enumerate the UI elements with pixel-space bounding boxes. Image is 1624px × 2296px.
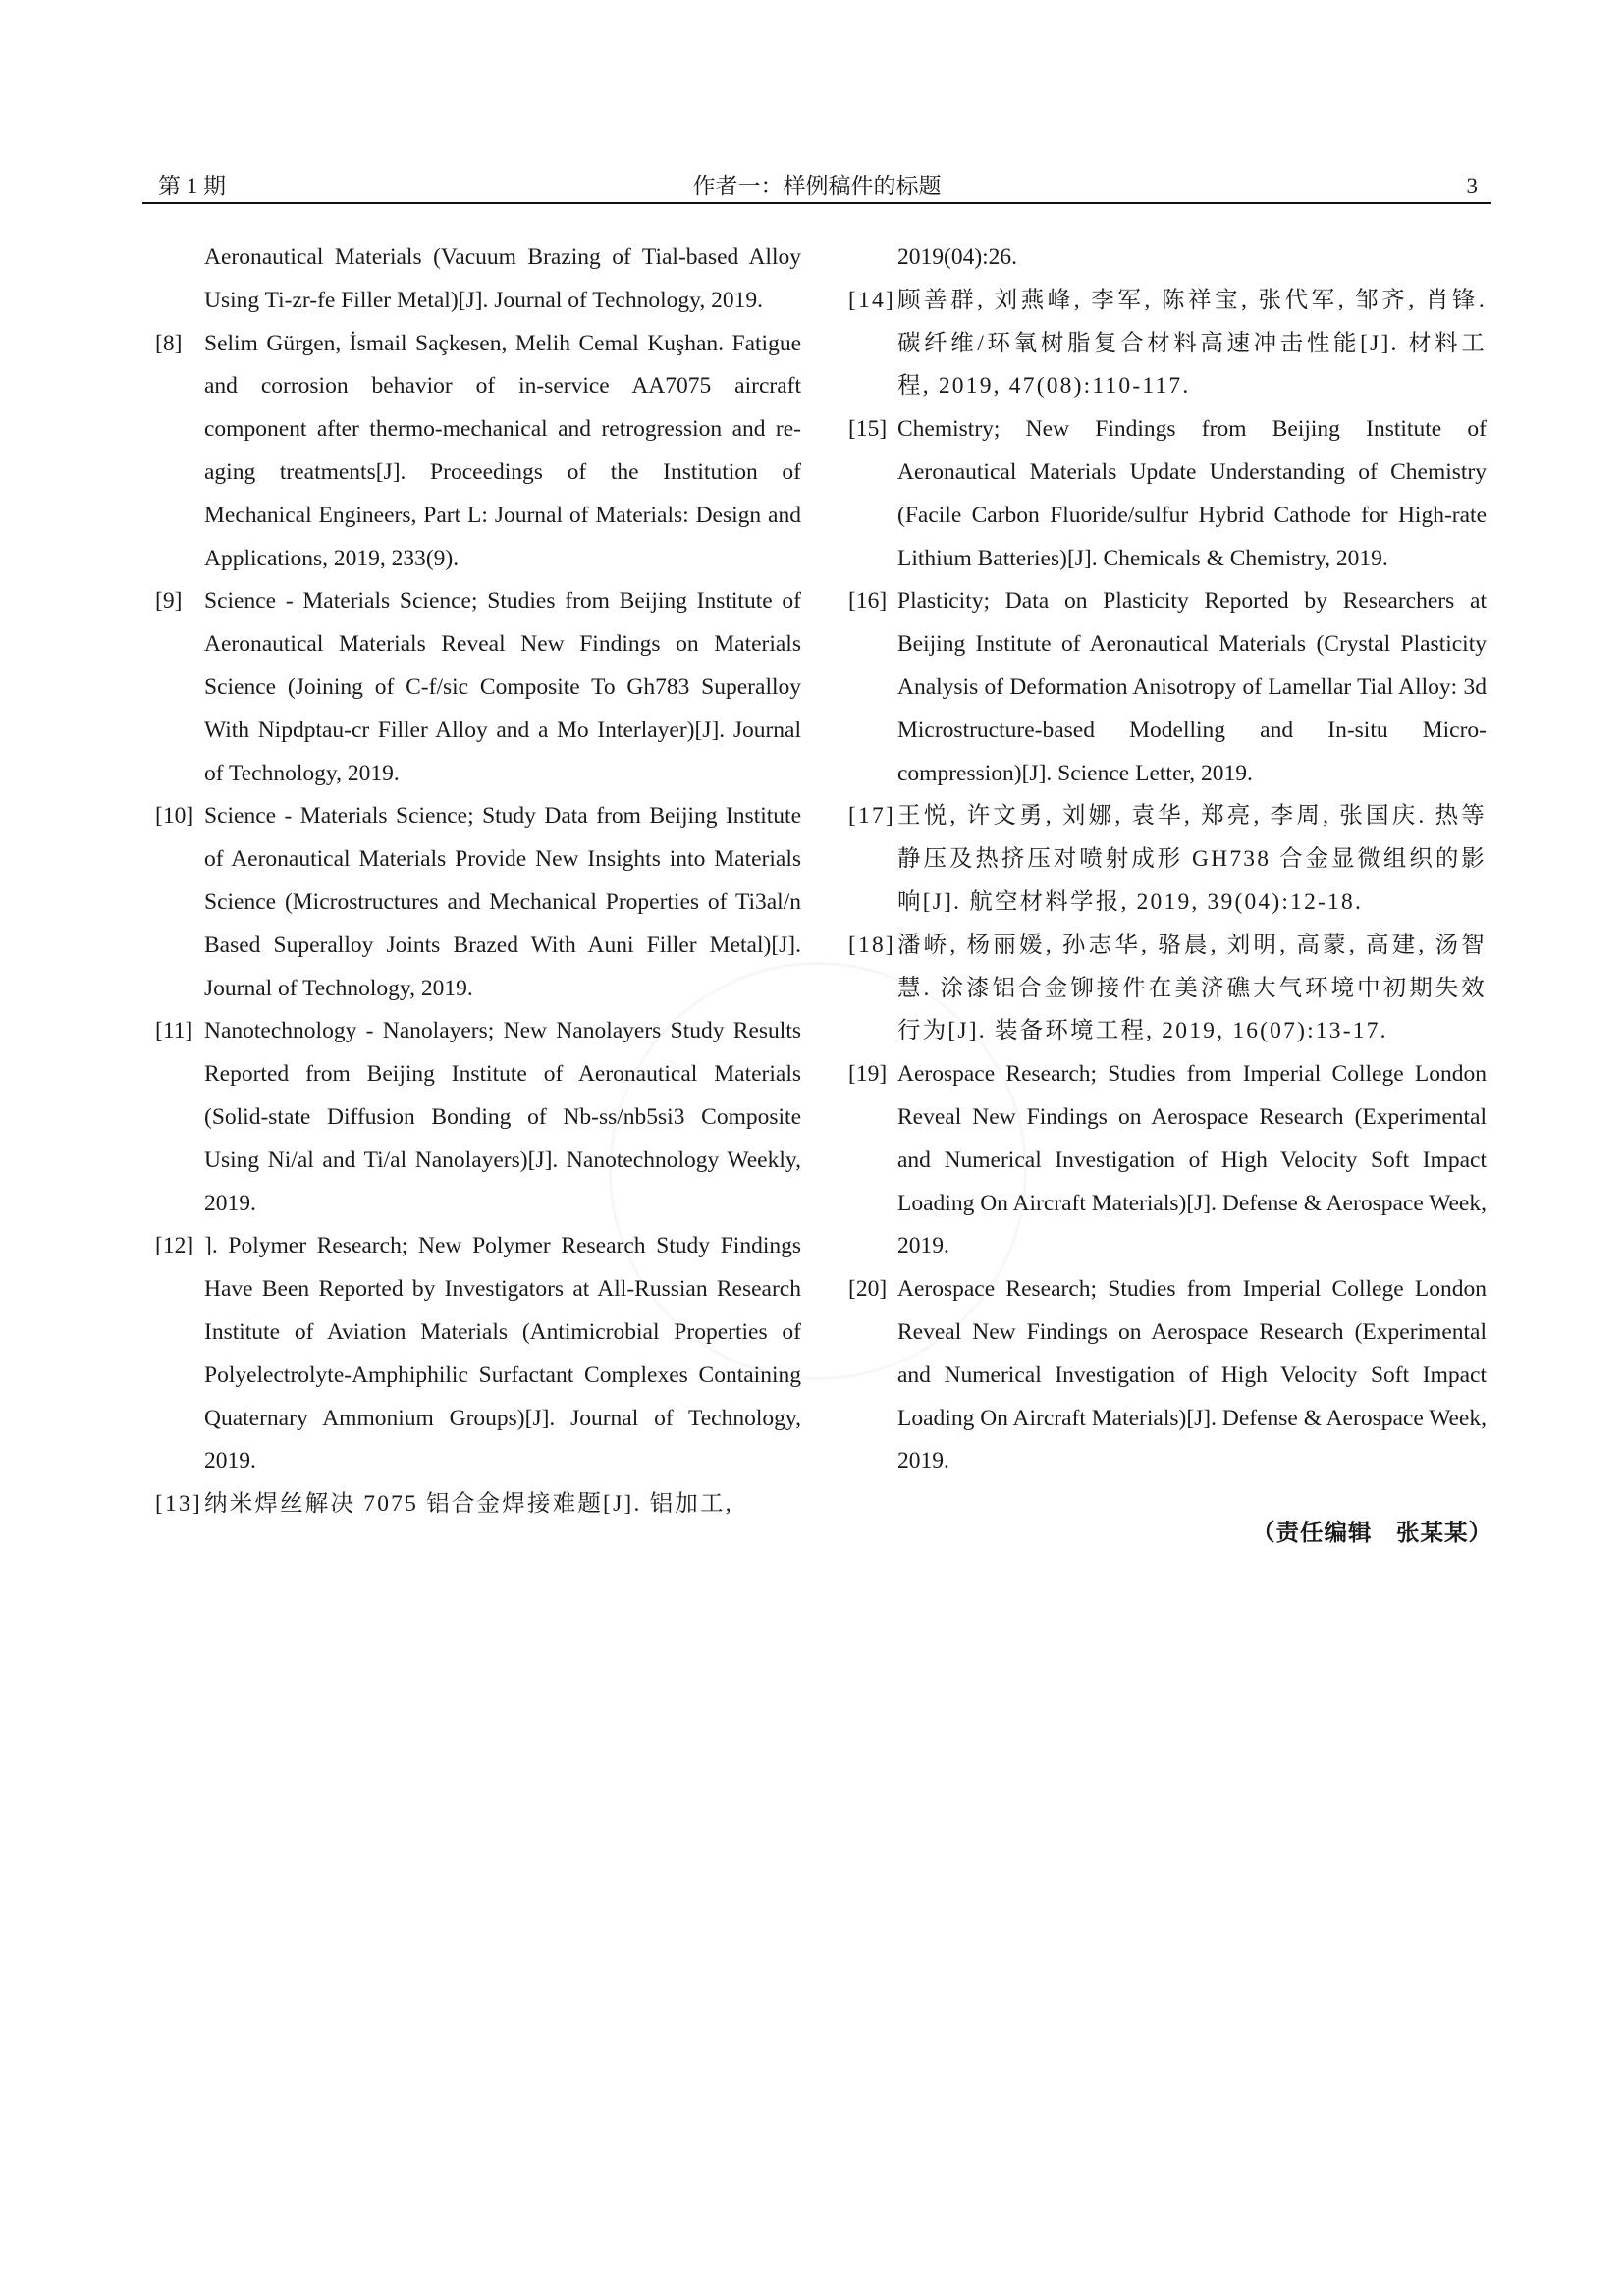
reference-13 [155,1483,801,1526]
reference-number: [20] [848,1276,888,1303]
reference-continuation: 2019(04):26. [897,244,1018,270]
reference-11 [155,1010,801,1225]
reference-text: 顾善群, 刘燕峰, 李军, 陈祥宝, 张代军, 邹齐, 肖锋. 碳纤维/环氧树脂复合材料高速冲击性能[J]. 材料工程, 2019, 47(08):110-117. [897,287,1487,400]
reference-text: Chemistry; New Findings from Beijing Institute of Aeronautical Materials Update Understanding of Chemistry (Facile Carbon Fluoride/sulfur Hybrid Cathode for High-rate Lithium Batteries)[J]. Chemicals & Chemistry, 2019. [897,416,1487,571]
right-column [848,237,1487,1483]
reference-text: 纳米焊丝解决 7075 铝合金焊接难题[J]. 铝加工, [204,1491,733,1518]
reference-text: Nanotechnology - Nanolayers; New Nanolayers Study Results Reported from Beijing Institute of Aeronautical Materials (Solid-state Diffusion Bonding of Nb-ss/nb5si3 Composite Using Ni/al and Ti/al Nanolayers)[J]. Nanotechnology Weekly, 2019. [204,1018,801,1216]
reference-number: [17] [848,803,895,829]
reference-18 [848,925,1487,1053]
reference-number: [12] [155,1233,194,1259]
reference-17 [848,795,1487,924]
reference-number: [14] [848,287,895,313]
reference-text: Science - Materials Science; Studies from Beijing Institute of Aeronautical Materials Reveal New Findings on Materials Science (Joining of C-f/sic Composite To Gh783 Superalloy With Nipdptau-cr Filler Alloy and a Mo Interlayer)[J]. Journal of Technology, 2019. [204,588,801,786]
article-title: 作者一：样例稿件的标题 [692,174,942,198]
reference-15 [848,408,1487,580]
reference-number: [18] [848,932,895,958]
header-rule [142,202,1491,204]
reference-text: 潘峤, 杨丽媛, 孙志华, 骆晨, 刘明, 高蒙, 高建, 汤智慧. 涂漆铝合金铆接件在美济礁大气环境中初期失效行为[J]. 装备环境工程, 2019, 16(07):13-17. [897,932,1487,1044]
reference-10 [155,795,801,1010]
reference-number: [19] [848,1061,888,1088]
reference-number: [8] [155,330,183,356]
reference-text: Plasticity; Data on Plasticity Reported by Researchers at Beijing Institute of Aeronautical Materials (Crystal Plasticity Analysis of Deformation Anisotropy of Lamellar Tial Alloy: 3d Microstructure-based Modelling and In-situ Micro-compression)[J]. Science Letter, 2019. [897,588,1487,786]
reference-text: ]. Polymer Research; New Polymer Research Study Findings Have Been Reported by Investigators at All-Russian Research Institute of Aviation Materials (Antimicrobial Properties of Polyelectrolyte-Amphiphilic Surfactant Complexes Containing Quaternary Ammonium Groups)[J]. Journal of Technology, 2019. [204,1233,801,1474]
reference-number: [11] [155,1018,193,1044]
reference-20 [848,1268,1487,1483]
reference-continuation: Aeronautical Materials (Vacuum Brazing of Tial-based Alloy Using Ti-zr-fe Filler Metal)[J]. Journal of Technology, 2019. [204,244,801,313]
reference-text: Aerospace Research; Studies from Imperial College London Reveal New Findings on Aerospace Research (Experimental and Numerical Investigation of High Velocity Soft Impact Loading On Aircraft Materials)[J]. Defense & Aerospace Week, 2019. [897,1061,1487,1259]
issue-label: 第 1 期 [158,174,226,198]
reference-text: Selim Gürgen, İsmail Saçkesen, Melih Cemal Kuşhan. Fatigue and corrosion behavior of in-service AA7075 aircraft component after thermo-mechanical and retrogression and re-aging treatments[J]. Proceedings of the Institution of Mechanical Engineers, Part L: Journal of Materials: Design and Applications, 2019, 233(9). [204,330,801,571]
left-column [155,237,801,1526]
reference-16 [848,580,1487,795]
reference-number: [15] [848,416,888,443]
reference-12 [155,1225,801,1483]
reference-number: [10] [155,803,194,829]
reference-number: [13] [155,1491,202,1518]
reference-number: [9] [155,588,183,614]
reference-9 [155,580,801,795]
reference-text: 王悦, 许文勇, 刘娜, 袁华, 郑亮, 李周, 张国庆. 热等静压及热挤压对喷射成形 GH738 合金显微组织的影响[J]. 航空材料学报, 2019, 39(04):12-18. [897,803,1487,915]
reference-number: [16] [848,588,888,614]
reference-8 [155,323,801,581]
running-head [142,173,1491,200]
reference-19 [848,1053,1487,1268]
reference-text: Aerospace Research; Studies from Imperial College London Reveal New Findings on Aerospace Research (Experimental and Numerical Investigation of High Velocity Soft Impact Loading On Aircraft Materials)[J]. Defense & Aerospace Week, 2019. [897,1276,1487,1474]
editor-note: （责任编辑 张某某） [1252,1521,1492,1546]
page-number: 3 [1466,174,1478,198]
reference-14 [848,280,1487,408]
reference-text: Science - Materials Science; Study Data from Beijing Institute of Aeronautical Materials Provide New Insights into Materials Science (Microstructures and Mechanical Properties of Ti3al/n Based Superalloy Joints Brazed With Auni Filler Metal)[J]. Journal of Technology, 2019. [204,803,801,1001]
